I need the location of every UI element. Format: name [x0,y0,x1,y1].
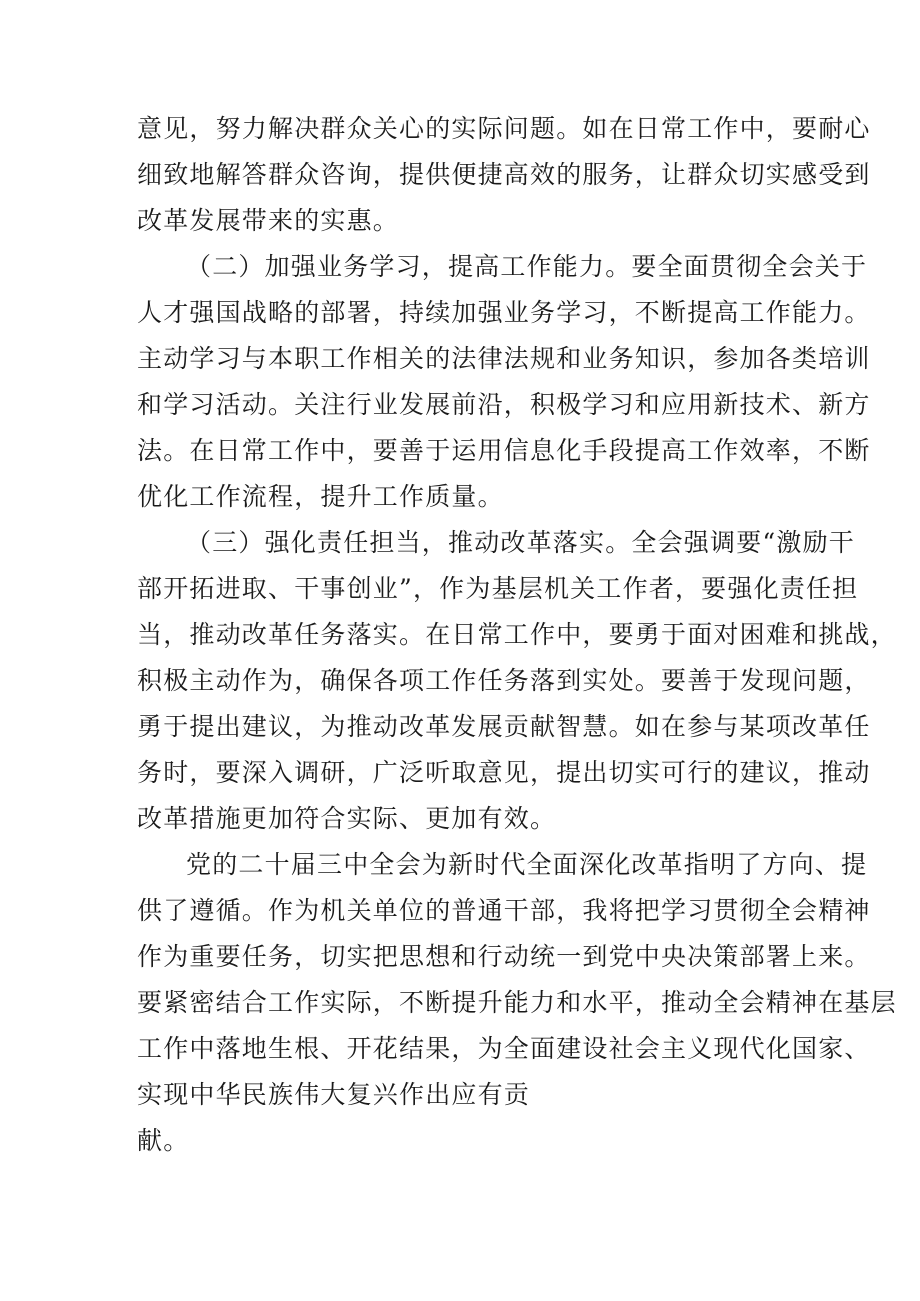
text-line: 部开拓进取、干事创业”，作为基层机关工作者，要强化责任担 [137,574,859,603]
text-line: 供了遵循。作为机关单位的普通干部，我将把学习贯彻全会精神 [137,896,871,925]
text-line: 法。在日常工作中，要善于运用信息化手段提高工作效率，不断 [137,436,871,465]
text-line: 主动学习与本职工作相关的法律法规和业务知识，参加各类培训 [137,344,871,373]
text-line: 改革措施更加符合实际、更加有效。 [137,804,557,833]
text-line: 当，推动改革任务落实。在日常工作中，要勇于面对困难和挑战， [137,620,897,649]
text-line: 工作中落地生根、开花结果，为全面建设社会主义现代化国家、 [137,1034,871,1063]
text-line: 勇于提出建议，为推动改革发展贡献智慧。如在参与某项改革任 [137,712,871,741]
text-line: 人才强国战略的部署，持续加强业务学习，不断提高工作能力。 [137,298,871,327]
text-line: 细致地解答群众咨询，提供便捷高效的服务，让群众切实感受到 [137,160,871,189]
text-line: 要紧密结合工作实际，不断提升能力和水平，推动全会精神在基层 [137,988,897,1017]
text-line: 献。 [137,1126,190,1155]
text-line: 作为重要任务，切实把思想和行动统一到党中央决策部署上来。 [137,942,871,971]
paragraph-heading: （三）强化责任担当，推动改革落实。全会强调要“激励干 [186,528,855,557]
text-line: 改革发展带来的实惠。 [137,206,400,235]
text-line: 和学习活动。关注行业发展前沿，积极学习和应用新技术、新方 [137,390,871,419]
paragraph-heading: （二）加强业务学习，提高工作能力。要全面贯彻全会关于 [186,252,868,281]
text-line: 积极主动作为，确保各项工作任务落到实处。要善于发现问题， [137,666,871,695]
text-line: 意见，努力解决群众关心的实际问题。如在日常工作中，要耐心 [137,114,871,143]
text-line: 优化工作流程，提升工作质量。 [137,482,504,511]
paragraph-start: 党的二十届三中全会为新时代全面深化改革指明了方向、提 [186,850,868,879]
text-line: 实现中华民族伟大复兴作出应有贡 [137,1080,531,1109]
text-line: 务时，要深入调研，广泛听取意见，提出切实可行的建议，推动 [137,758,871,787]
